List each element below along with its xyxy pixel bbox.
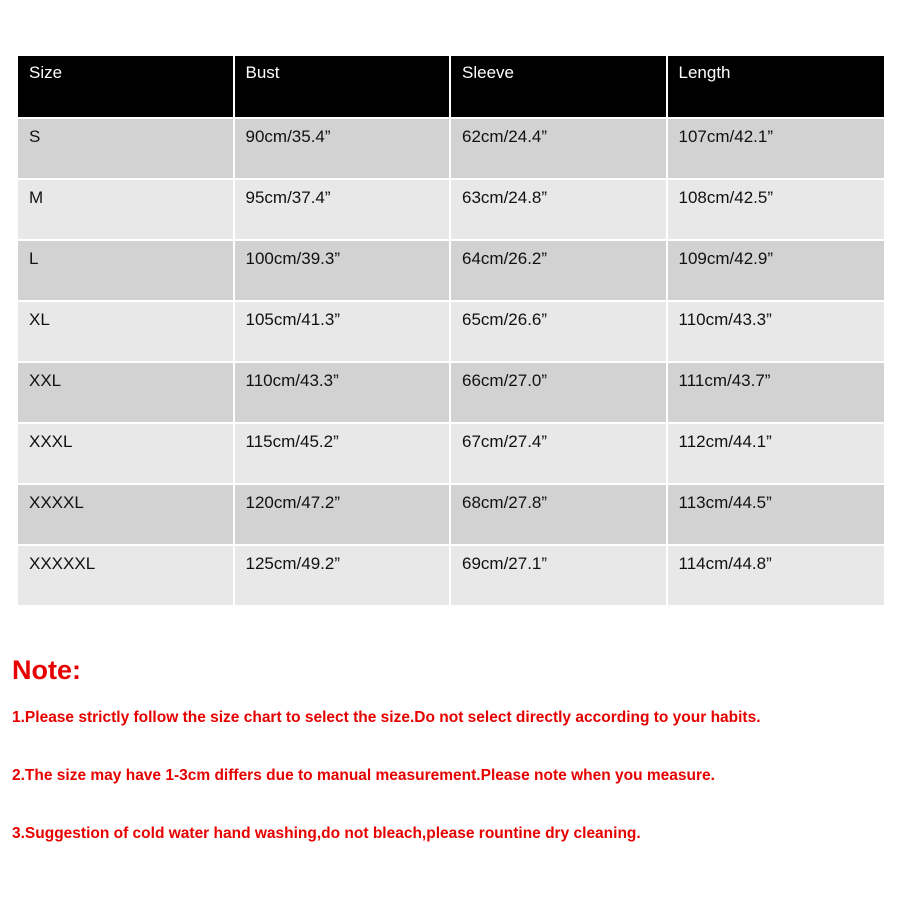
- cell-bust: 110cm/43.3”: [235, 361, 452, 422]
- cell-bust: 125cm/49.2”: [235, 544, 452, 605]
- table-row: [18, 483, 884, 544]
- cell-length: 112cm/44.1”: [668, 422, 885, 483]
- cell-size: XXXXXL: [18, 544, 235, 605]
- table-row: [18, 361, 884, 422]
- table-row: [18, 544, 884, 605]
- cell-bust: 105cm/41.3”: [235, 300, 452, 361]
- cell-size: L: [18, 239, 235, 300]
- table-header-row: [18, 56, 884, 117]
- cell-bust: 115cm/45.2”: [235, 422, 452, 483]
- cell-length: 113cm/44.5”: [668, 483, 885, 544]
- cell-bust: 100cm/39.3”: [235, 239, 452, 300]
- cell-size: XXL: [18, 361, 235, 422]
- cell-bust: 120cm/47.2”: [235, 483, 452, 544]
- cell-size: S: [18, 117, 235, 178]
- cell-sleeve: 69cm/27.1”: [451, 544, 668, 605]
- cell-length: 110cm/43.3”: [668, 300, 885, 361]
- cell-length: 114cm/44.8”: [668, 544, 885, 605]
- cell-bust: 90cm/35.4”: [235, 117, 452, 178]
- note-item-3: 3.Suggestion of cold water hand washing,do not bleach,please rountine dry cleaning.: [12, 825, 641, 842]
- header-size: Size: [18, 56, 235, 117]
- note-item-1: 1.Please strictly follow the size chart to select the size.Do not select directly according to your habits.: [12, 709, 761, 726]
- cell-length: 109cm/42.9”: [668, 239, 885, 300]
- cell-size: XXXL: [18, 422, 235, 483]
- cell-size: XL: [18, 300, 235, 361]
- note-title: Note:: [12, 655, 81, 685]
- header-length: Length: [668, 56, 885, 117]
- cell-size: M: [18, 178, 235, 239]
- cell-sleeve: 66cm/27.0”: [451, 361, 668, 422]
- cell-sleeve: 64cm/26.2”: [451, 239, 668, 300]
- cell-bust: 95cm/37.4”: [235, 178, 452, 239]
- cell-length: 107cm/42.1”: [668, 117, 885, 178]
- table-row: [18, 178, 884, 239]
- note-item-2: 2.The size may have 1-3cm differs due to manual measurement.Please note when you measure.: [12, 767, 715, 784]
- table-row: [18, 239, 884, 300]
- cell-sleeve: 68cm/27.8”: [451, 483, 668, 544]
- header-bust: Bust: [235, 56, 452, 117]
- table-row: [18, 300, 884, 361]
- cell-sleeve: 65cm/26.6”: [451, 300, 668, 361]
- cell-length: 111cm/43.7”: [668, 361, 885, 422]
- table-row: [18, 422, 884, 483]
- cell-sleeve: 62cm/24.4”: [451, 117, 668, 178]
- cell-length: 108cm/42.5”: [668, 178, 885, 239]
- cell-sleeve: 63cm/24.8”: [451, 178, 668, 239]
- cell-sleeve: 67cm/27.4”: [451, 422, 668, 483]
- header-sleeve: Sleeve: [451, 56, 668, 117]
- cell-size: XXXXL: [18, 483, 235, 544]
- size-chart-table: [18, 56, 884, 605]
- table-row: [18, 117, 884, 178]
- note-section: [12, 650, 892, 881]
